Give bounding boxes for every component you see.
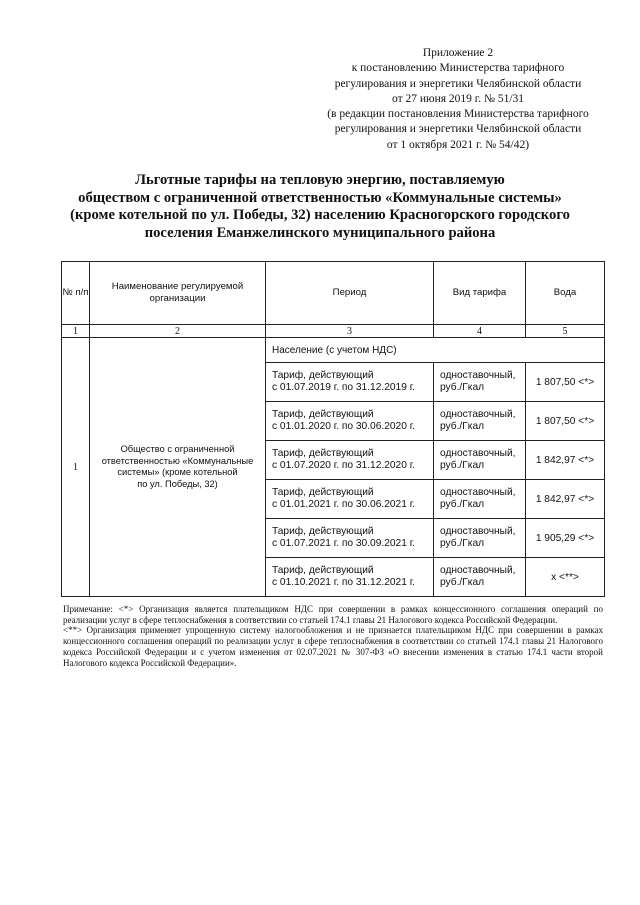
org-line: Общество с ограниченной (120, 444, 235, 454)
group-label: Население (с учетом НДС) (266, 338, 605, 363)
water-value: 1 905,29 <*> (526, 519, 605, 558)
appendix-line: от 1 октября 2021 г. № 54/42) (386, 138, 530, 151)
tariff-type-cell (434, 402, 526, 441)
period-cell (266, 519, 434, 558)
appendix-line: от 27 июня 2019 г. № 51/31 (391, 92, 525, 105)
title-line: поселения Еманжелинского муниципального района (144, 224, 496, 241)
tariff-type-line: руб./Гкал (440, 421, 485, 432)
tariff-type-line: руб./Гкал (440, 577, 485, 588)
period-cell (266, 363, 434, 402)
column-number: 5 (526, 325, 605, 338)
period-line: с 01.10.2021 г. по 31.12.2021 г. (272, 577, 416, 588)
period-cell (266, 441, 434, 480)
period-line: Тариф, действующий (272, 408, 374, 420)
water-value: 1 807,50 <*> (526, 363, 605, 402)
tariff-type-line: руб./Гкал (440, 538, 485, 549)
water-value: 1 842,97 <*> (526, 441, 605, 480)
water-value: 1 842,97 <*> (526, 480, 605, 519)
period-cell (266, 558, 434, 597)
water-value: x <**> (526, 558, 605, 597)
title-line: обществом с ограниченной ответственностью «Коммунальные системы» (78, 189, 562, 206)
tariff-table (61, 261, 605, 597)
tariff-type-line: одноставочный, (440, 369, 516, 381)
water-value: 1 807,50 <*> (526, 402, 605, 441)
tariff-type-line: одноставочный, (440, 408, 516, 420)
period-line: с 01.07.2020 г. по 31.12.2020 г. (272, 460, 416, 471)
tariff-type-line: руб./Гкал (440, 382, 485, 393)
tariff-type-line: одноставочный, (440, 525, 516, 537)
tariff-type-cell (434, 519, 526, 558)
row-number: 1 (62, 338, 90, 597)
tariff-type-line: руб./Гкал (440, 460, 485, 471)
column-number: 2 (90, 325, 266, 338)
appendix-line: Приложение 2 (422, 47, 494, 59)
period-cell (266, 480, 434, 519)
tariff-type-cell (434, 558, 526, 597)
document-title (40, 172, 600, 242)
org-line: по ул. Победы, 32) (137, 478, 218, 489)
header-water: Вода (526, 262, 605, 325)
tariff-type-line: одноставочный, (440, 447, 516, 459)
header-org: Наименование регулируемой организации (90, 262, 266, 325)
column-number: 4 (434, 325, 526, 338)
column-number: 3 (266, 325, 434, 338)
header-num: № п/п (62, 262, 90, 325)
period-line: с 01.07.2021 г. по 30.09.2021 г. (272, 538, 416, 549)
header-period: Период (266, 262, 434, 325)
tariff-type-cell (434, 480, 526, 519)
appendix-line: регулирования и энергетики Челябинской области (334, 77, 582, 90)
note-vat-payer: Примечание: <*> Организация является плательщиком НДС при совершении в рамках концессионного соглашения операций по реализации услуг в сфере теплоснабжения в соответствии со статьей 174.1 главы 21 Налогового кодекса Российской Федерации. (63, 604, 603, 625)
tariff-type-line: руб./Гкал (440, 499, 485, 510)
appendix-line: к постановлению Министерства тарифного (351, 62, 565, 75)
note-simplified-tax: <**> Организация применяет упрощенную систему налогообложения и не признается плательщиком НДС при совершении в рамках концессионного соглашения операций по реализации услуг в сфере теплоснабжения в соответствии со статьей 174.1 главы 21 Налогового кодекса Российской Федерации и с учетом изменения от 02.07.2021 № 307-ФЗ «О внесении изменения в статью 174.1 части второй Налогового кодекса Российской Федерации». (63, 625, 603, 668)
appendix-line: регулирования и энергетики Челябинской области (334, 123, 582, 136)
period-cell (266, 402, 434, 441)
column-number: 1 (62, 325, 90, 338)
period-line: с 01.07.2019 г. по 31.12.2019 г. (272, 382, 416, 393)
title-line: Льготные тарифы на тепловую энергию, поставляемую (135, 172, 505, 188)
notes (63, 604, 603, 668)
org-line: системы» (кроме котельной (117, 467, 238, 477)
period-line: Тариф, действующий (272, 564, 374, 576)
period-line: Тариф, действующий (272, 486, 374, 498)
header-tariff-type: Вид тарифа (434, 262, 526, 325)
period-line: с 01.01.2021 г. по 30.06.2021 г. (272, 499, 416, 510)
tariff-type-line: одноставочный, (440, 564, 516, 576)
organization-name (90, 338, 266, 597)
tariff-type-line: одноставочный, (440, 486, 516, 498)
title-line: (кроме котельной по ул. Победы, 32) населению Красногорского городского (70, 207, 570, 224)
group-row (62, 338, 605, 363)
header-row (62, 262, 605, 325)
tariff-type-cell (434, 441, 526, 480)
period-line: с 01.01.2020 г. по 30.06.2020 г. (272, 421, 416, 432)
period-line: Тариф, действующий (272, 525, 374, 537)
period-line: Тариф, действующий (272, 447, 374, 459)
appendix-line: (в редакции постановления Министерства тарифного (327, 108, 589, 121)
column-number-row (62, 325, 605, 338)
tariff-type-cell (434, 363, 526, 402)
period-line: Тариф, действующий (272, 369, 374, 381)
appendix-header (308, 46, 608, 153)
org-line: ответственностью «Коммунальные (101, 455, 254, 466)
